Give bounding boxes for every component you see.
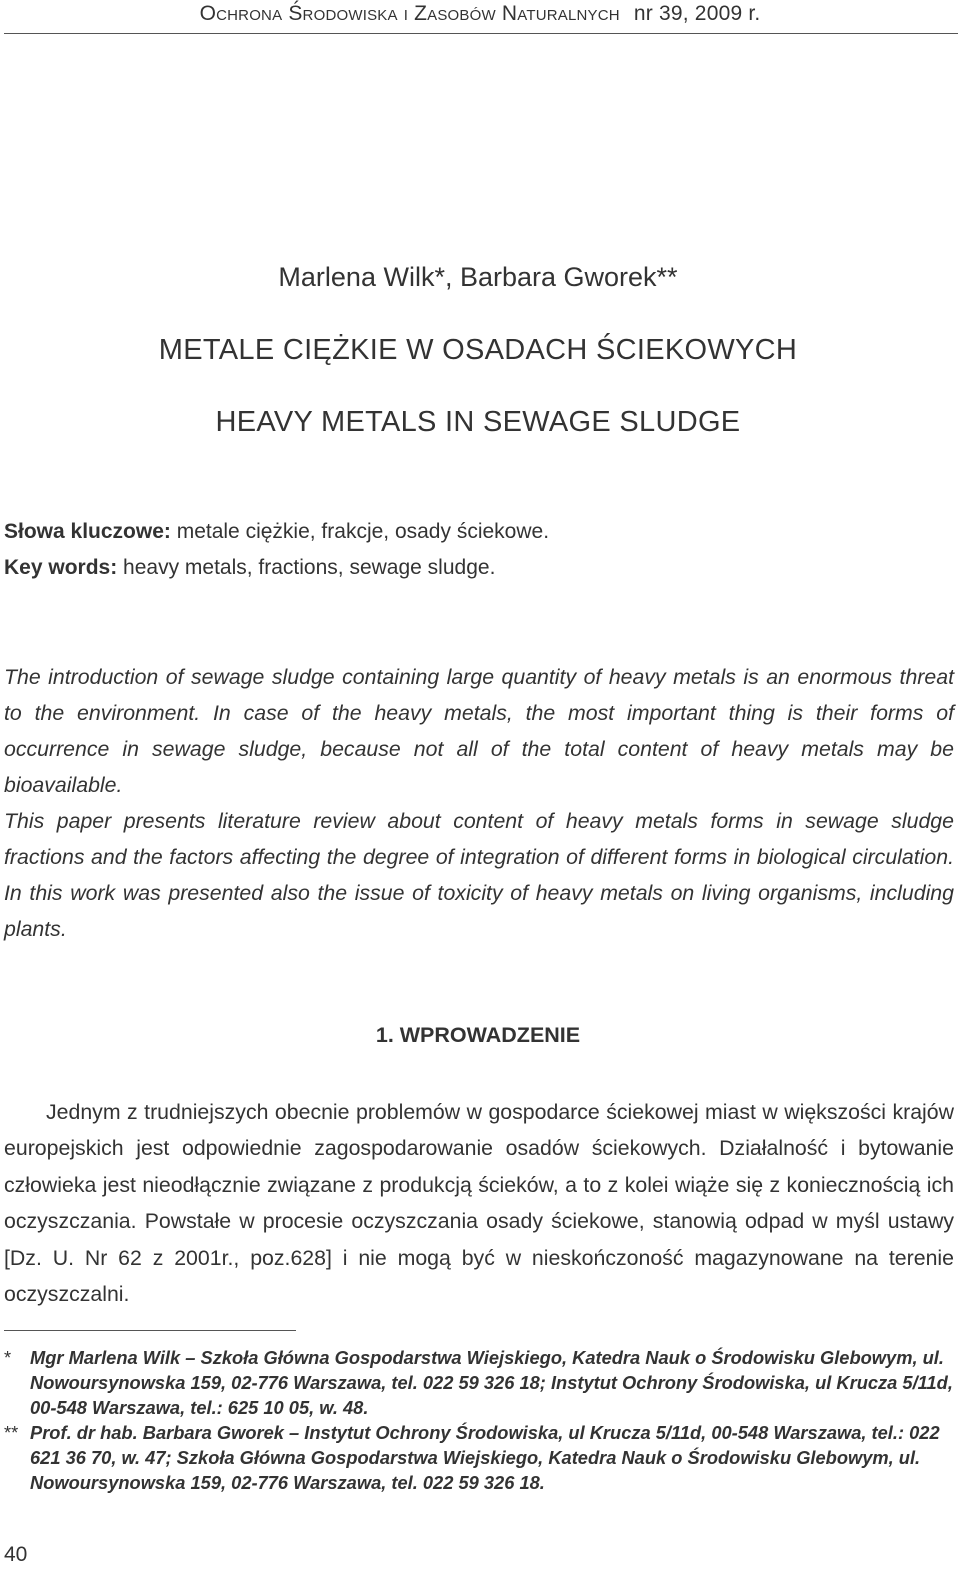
section-body [4,1094,954,1312]
keywords-english-value: heavy metals, fractions, sewage sludge. [117,556,496,579]
footnote-2-text: Prof. dr hab. Barbara Gworek – Instytut Ochrony Środowiska, ul Krucza 5/11d, 00-548 Warszawa, tel.: 022 621 36 70, w. 47; Szkoła Główna Gospodarstwa Wiejskiego, Katedra Nauk o Środowisku Glebowym, ul. Nowoursynowska 159, 02-776 Warszawa, tel. 022 59 326 18. [30,1422,940,1493]
authors: Marlena Wilk*, Barbara Gworek** [278,262,678,292]
abstract [4,659,954,947]
footnote-1-text: Mgr Marlena Wilk – Szkoła Główna Gospodarstwa Wiejskiego, Katedra Nauk o Środowisku Glebowym, ul. Nowoursynowska 159, 02-776 Warszawa, tel. 022 59 326 18; Instytut Ochrony Środowiska, ul Krucza 5/11d, 00-548 Warszawa, tel.: 625 10 05, w. 48. [30,1347,953,1418]
title-english: HEAVY METALS IN SEWAGE SLUDGE [215,406,741,438]
footnote-2 [4,1420,954,1495]
page-number: 40 [4,1543,28,1566]
header-rule [4,33,958,34]
section-heading: 1. WPROWADZENIE [375,1023,581,1047]
keywords-polish-value: metale ciężkie, frakcje, osady ściekowe. [170,520,550,543]
keywords-polish [4,520,549,544]
keywords-polish-label: Słowa kluczowe: [4,520,171,543]
running-header [0,2,960,26]
title-polish: METALE CIĘŻKIE W OSADACH ŚCIEKOWYCH [158,334,798,366]
abstract-paragraph-1: The introduction of sewage sludge containing large quantity of heavy metals is an enormous threat to the environment. In case of the heavy metals, the most important thing is their forms of occurrence in sewage sludge, because not all of the total content of heavy metals may be bioavailable. [4,665,954,797]
footnote-2-mark: ** [4,1422,19,1443]
footnote-1 [4,1345,954,1420]
journal-name: Ochrona Środowiska i Zasobów Naturalnych [199,2,620,25]
keywords-english-label: Key words: [4,556,118,579]
footnote-1-mark: * [4,1347,12,1368]
keywords-english [4,556,495,580]
footnote-rule [4,1330,296,1331]
footnotes [4,1345,954,1495]
body-paragraph-1: Jednym z trudniejszych obecnie problemów w gospodarce ściekowej miast w większości krajów europejskich jest odpowiednie zagospodarowanie osadów ściekowych. Działalność i bytowanie człowieka jest nieodłącznie związane z produkcją ścieków, a to z kolei wiąże się z koniecznością ich oczyszczania. Powstałe w procesie oczyszczania osady ściekowe, stanowią odpad w myśl ustawy [Dz. U. Nr 62 z 2001r., poz.628] i nie mogą być w nieskończoność magazynowane na terenie oczyszczalni. [4,1100,954,1307]
abstract-paragraph-2: This paper presents literature review about content of heavy metals forms in sewage sludge fractions and the factors affecting the degree of integration of different forms in biological circulation. In this work was presented also the issue of toxicity of heavy metals on living organisms, including plants. [4,809,954,941]
journal-issue: nr 39, 2009 r. [633,2,761,25]
